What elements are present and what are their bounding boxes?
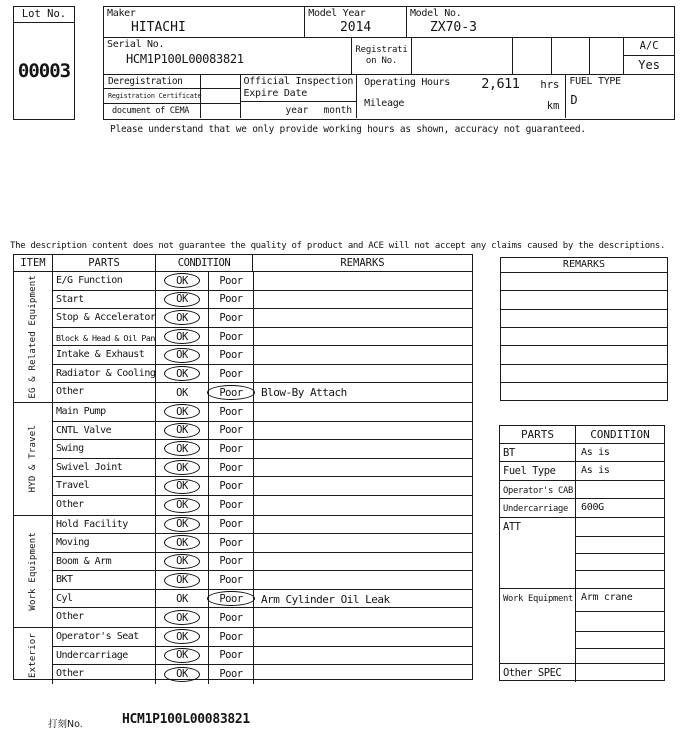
remark-cell — [253, 516, 472, 534]
condition-ok-value: OK — [164, 554, 200, 569]
condition-ok-cell — [156, 403, 208, 421]
part-name: Intake & Exhaust — [53, 346, 156, 364]
condition-ok-value: OK — [164, 348, 200, 363]
spec-part-name: Fuel Type — [500, 462, 576, 479]
condition-poor-cell — [208, 647, 253, 665]
part-name: BKT — [53, 571, 156, 589]
condition-poor-cell — [208, 309, 253, 327]
spec-header-parts: PARTS — [500, 426, 576, 443]
empty-cell-1 — [513, 38, 553, 74]
part-name: Travel — [53, 477, 156, 495]
part-name: Other — [53, 665, 156, 684]
condition-poor-cell — [208, 608, 253, 627]
inspection-row — [53, 516, 472, 535]
condition-ok-cell — [156, 422, 208, 440]
inspection-row — [53, 383, 472, 402]
condition-poor-cell — [208, 272, 253, 290]
spec-part-name: Work Equipment — [500, 589, 576, 663]
condition-poor-cell — [208, 516, 253, 534]
condition-ok-value: OK — [164, 366, 200, 381]
remark-cell — [253, 571, 472, 589]
form-row-3 — [104, 75, 674, 118]
lot-box — [13, 6, 75, 120]
inspection-row — [53, 422, 472, 441]
remark-cell — [253, 608, 472, 627]
remarks-row — [501, 365, 667, 383]
condition-ok-cell — [156, 272, 208, 290]
ac-label: A/C — [624, 38, 674, 56]
condition-ok-cell — [156, 665, 208, 684]
condition-poor-value: Poor — [219, 668, 243, 681]
remark-cell — [253, 272, 472, 290]
condition-poor-cell — [208, 496, 253, 515]
spec-table-header — [500, 426, 664, 444]
condition-poor-cell — [208, 328, 253, 346]
spec-part-name: ATT — [500, 518, 576, 588]
condition-poor-cell — [208, 403, 253, 421]
condition-poor-value: Poor — [219, 555, 243, 568]
inspection-date-row — [241, 101, 357, 117]
remark-cell — [253, 665, 472, 684]
mileage-unit: km — [546, 100, 560, 112]
registration-certificate-row — [104, 89, 240, 103]
inspection-row — [53, 534, 472, 553]
spec-part-name: Operator's CAB — [500, 481, 576, 498]
item-group-label: EG & Related Equipment — [28, 275, 38, 399]
serial-no-value: HCM1P100L00083821 — [126, 52, 244, 66]
empty-cell-3 — [590, 38, 624, 74]
spec-condition-value — [576, 537, 664, 554]
inspection-table — [13, 254, 473, 680]
condition-ok-cell — [156, 383, 208, 402]
inspection-row — [53, 328, 472, 347]
spec-table — [499, 425, 665, 681]
deregistration-label: Deregistration — [104, 75, 201, 88]
part-name: CNTL Valve — [53, 422, 156, 440]
remark-cell — [253, 422, 472, 440]
remark-cell — [253, 496, 472, 515]
condition-poor-cell — [208, 291, 253, 309]
condition-ok-value: OK — [164, 423, 200, 438]
mileage-label: Mileage — [364, 98, 405, 109]
condition-poor-cell — [208, 590, 253, 608]
condition-poor-value: Poor — [219, 518, 243, 531]
condition-poor-value: Poor — [219, 311, 243, 324]
condition-poor-cell — [208, 665, 253, 684]
condition-ok-cell — [156, 459, 208, 477]
condition-ok-value: OK — [164, 517, 200, 532]
condition-ok-cell — [156, 647, 208, 665]
condition-ok-value: OK — [164, 610, 200, 625]
part-name: Other — [53, 608, 156, 627]
condition-ok-cell — [156, 534, 208, 552]
form-row-1 — [104, 7, 674, 38]
remark-cell — [253, 346, 472, 364]
spec-row — [500, 462, 664, 480]
fuel-type-label: FUEL TYPE — [569, 76, 621, 87]
inspection-rows — [53, 403, 472, 514]
inspection-section — [14, 515, 472, 627]
part-name: Radiator & Cooling — [53, 365, 156, 383]
ac-value: Yes — [638, 58, 660, 72]
inspection-row — [53, 553, 472, 572]
maker-label: Maker — [107, 8, 136, 19]
spec-row — [500, 664, 664, 682]
part-name: Operator's Seat — [53, 628, 156, 646]
spec-condition-value — [576, 612, 664, 632]
condition-ok-value: OK — [164, 329, 200, 344]
spec-part-name: Other SPEC — [500, 664, 576, 682]
mileage-row — [357, 96, 565, 117]
empty-cell-2 — [552, 38, 590, 74]
inspection-row — [53, 459, 472, 478]
spec-part-name: Undercarriage — [500, 499, 576, 516]
condition-poor-value: Poor — [219, 649, 243, 662]
condition-poor-cell — [208, 477, 253, 495]
document-of-cema-row — [104, 104, 240, 118]
condition-poor-value: Poor — [219, 330, 243, 343]
spec-block — [500, 518, 664, 589]
condition-poor-cell — [208, 459, 253, 477]
lot-value: 00003 — [17, 59, 71, 82]
inspection-section — [14, 627, 472, 684]
registration-no-label: Registration No. — [355, 45, 408, 66]
condition-poor-cell — [208, 383, 253, 402]
inspection-row — [53, 365, 472, 384]
spec-condition-value — [576, 664, 664, 682]
vehicle-info-form — [103, 6, 675, 120]
deregistration-row — [104, 75, 240, 89]
remarks-table — [500, 257, 668, 401]
remark-cell — [253, 365, 472, 383]
condition-poor-value: Poor — [219, 536, 243, 549]
condition-ok-value: OK — [164, 441, 200, 456]
description-disclaimer: The description content does not guarantee the quality of product and ACE will not accept any claims caused by the descriptions. — [10, 241, 666, 251]
operating-hours-value: 2,611 — [481, 76, 520, 92]
spec-condition-value — [576, 649, 664, 663]
serial-no-cell — [104, 38, 352, 74]
operating-hours-row — [357, 75, 565, 96]
part-name: Other — [53, 383, 156, 402]
part-name: Moving — [53, 534, 156, 552]
spec-table-rows — [500, 444, 664, 682]
part-name: E/G Function — [53, 272, 156, 290]
item-group-label: Exterior — [28, 633, 38, 679]
spec-condition-value: Arm crane — [576, 589, 664, 613]
inspection-row — [53, 665, 472, 684]
month-label: month — [323, 105, 353, 116]
fuel-type-cell — [566, 75, 674, 118]
condition-ok-value: OK — [164, 404, 200, 419]
remark-cell — [253, 553, 472, 571]
spec-condition-value — [576, 554, 664, 571]
inspection-table-body — [14, 272, 472, 684]
spec-header-condition: CONDITION — [590, 428, 650, 441]
inspection-row — [53, 571, 472, 590]
header-parts: PARTS — [53, 255, 156, 271]
condition-ok-value: OK — [164, 629, 200, 644]
spec-condition-value — [576, 571, 664, 588]
item-group-cell — [14, 516, 53, 627]
condition-poor-value: Poor — [207, 385, 254, 400]
condition-poor-value: Poor — [219, 611, 243, 624]
operating-hours-label: Operating Hours — [364, 77, 450, 88]
condition-poor-value: Poor — [219, 349, 243, 362]
inspection-row — [53, 291, 472, 310]
condition-ok-value: OK — [164, 460, 200, 475]
condition-poor-value: Poor — [219, 274, 243, 287]
registration-certificate-label: Registration Certificate — [104, 89, 201, 102]
ac-cell — [624, 38, 674, 74]
remark-cell — [253, 309, 472, 327]
condition-ok-cell — [156, 516, 208, 534]
condition-ok-value: OK — [164, 648, 200, 663]
registration-certificate-checkbox — [201, 89, 240, 102]
condition-ok-value: OK — [176, 386, 188, 399]
spec-condition-value — [576, 518, 664, 538]
remark-cell: Arm Cylinder Oil Leak — [253, 590, 472, 608]
condition-poor-cell — [208, 628, 253, 646]
remarks-table-header: REMARKS — [501, 258, 667, 273]
official-inspection-cell — [241, 75, 358, 118]
remark-cell — [253, 403, 472, 421]
condition-poor-value: Poor — [219, 424, 243, 437]
remark-cell — [253, 459, 472, 477]
remark-cell — [253, 440, 472, 458]
model-year-cell — [305, 7, 407, 37]
part-name: Boom & Arm — [53, 553, 156, 571]
spec-row — [500, 444, 664, 462]
condition-ok-cell — [156, 571, 208, 589]
condition-poor-value: Poor — [219, 574, 243, 587]
inspection-rows — [53, 516, 472, 627]
item-group-label: Work Equipment — [28, 531, 38, 611]
serial-no-label: Serial No. — [107, 39, 165, 50]
remarks-row — [501, 291, 667, 309]
registration-no-value-cell — [412, 38, 513, 74]
deregistration-checkbox — [201, 75, 240, 88]
spec-condition-rows — [576, 518, 664, 588]
part-name: Cyl — [53, 590, 156, 608]
condition-ok-cell — [156, 346, 208, 364]
condition-ok-cell — [156, 608, 208, 627]
inspection-row — [53, 346, 472, 365]
inspection-row — [53, 477, 472, 496]
condition-poor-cell — [208, 534, 253, 552]
item-group-label: HYD & Travel — [28, 425, 38, 493]
condition-ok-cell — [156, 496, 208, 515]
form-row-2 — [104, 38, 674, 75]
part-name: Other — [53, 496, 156, 515]
spec-part-name: BT — [500, 444, 576, 461]
model-no-cell — [407, 7, 674, 37]
condition-ok-cell — [156, 328, 208, 346]
part-name: Main Pump — [53, 403, 156, 421]
header-remarks: REMARKS — [340, 257, 385, 269]
model-year-label: Model Year — [308, 8, 366, 19]
inspection-row — [53, 647, 472, 666]
condition-ok-cell — [156, 291, 208, 309]
inspection-row — [53, 440, 472, 459]
inspection-row — [53, 403, 472, 422]
condition-ok-cell — [156, 477, 208, 495]
part-name: Hold Facility — [53, 516, 156, 534]
condition-poor-value: Poor — [219, 293, 243, 306]
condition-poor-cell — [208, 440, 253, 458]
remark-cell: Blow-By Attach — [253, 383, 472, 402]
remarks-row — [501, 328, 667, 346]
condition-ok-cell — [156, 590, 208, 608]
spec-condition-value: 600G — [581, 502, 604, 514]
condition-poor-value: Poor — [219, 630, 243, 643]
spec-row — [500, 499, 664, 517]
condition-ok-cell — [156, 309, 208, 327]
condition-poor-value: Poor — [219, 367, 243, 380]
stamp-no-label: 打刻No. — [48, 719, 83, 730]
header-item: ITEM — [14, 255, 53, 271]
remark-cell — [253, 291, 472, 309]
inspection-rows — [53, 628, 472, 684]
inspection-row — [53, 309, 472, 328]
spec-condition-rows — [576, 589, 664, 663]
condition-ok-value: OK — [164, 498, 200, 513]
condition-ok-value: OK — [164, 292, 200, 307]
lot-label: Lot No. — [14, 7, 74, 23]
remarks-row — [501, 310, 667, 328]
item-group-cell — [14, 272, 53, 402]
item-group-cell — [14, 403, 53, 514]
condition-ok-cell — [156, 440, 208, 458]
item-group-cell — [14, 628, 53, 684]
part-name: Undercarriage — [53, 647, 156, 665]
condition-ok-value: OK — [164, 535, 200, 550]
registration-no-cell — [352, 38, 412, 74]
condition-poor-cell — [208, 422, 253, 440]
inspection-section — [14, 272, 472, 402]
year-label: year — [285, 105, 309, 116]
spec-condition-value — [576, 481, 664, 498]
condition-ok-value: OK — [164, 479, 200, 494]
documents-subtable — [104, 75, 241, 118]
spec-row — [500, 481, 664, 499]
condition-poor-value: Poor — [207, 591, 254, 606]
spec-condition-value: As is — [581, 447, 610, 458]
inspection-rows — [53, 272, 472, 402]
inspection-row — [53, 272, 472, 291]
spec-condition-value: As is — [581, 465, 610, 477]
spec-condition-value — [576, 632, 664, 649]
remarks-table-rows — [501, 273, 667, 401]
inspection-row — [53, 496, 472, 515]
document-of-cema-label: document of CEMA — [104, 104, 201, 118]
header-condition: CONDITION — [156, 255, 253, 271]
condition-poor-value: Poor — [219, 461, 243, 474]
remarks-row — [501, 383, 667, 401]
working-hours-disclaimer: Please understand that we only provide working hours as shown, accuracy not guaranteed. — [110, 124, 586, 135]
hours-unit: hrs — [540, 79, 560, 91]
condition-ok-value: OK — [176, 592, 188, 605]
official-inspection-label: Official Inspection Expire Date — [243, 76, 354, 99]
condition-poor-cell — [208, 571, 253, 589]
part-name: Start — [53, 291, 156, 309]
operating-hours-cell — [357, 75, 566, 118]
remarks-row — [501, 273, 667, 291]
inspection-row — [53, 608, 472, 627]
remark-cell — [253, 647, 472, 665]
remark-cell — [253, 534, 472, 552]
remarks-row — [501, 346, 667, 364]
stamp-no-value: HCM1P100L00083821 — [122, 712, 250, 727]
maker-cell — [104, 7, 305, 37]
model-no-value: ZX70-3 — [429, 20, 477, 35]
condition-poor-value: Poor — [219, 405, 243, 418]
condition-poor-value: Poor — [219, 499, 243, 512]
condition-poor-cell — [208, 365, 253, 383]
inspection-table-header — [14, 255, 472, 272]
remark-cell — [253, 328, 472, 346]
condition-poor-value: Poor — [219, 480, 243, 493]
condition-ok-value: OK — [164, 273, 200, 288]
condition-ok-value: OK — [164, 667, 200, 682]
part-name: Swivel Joint — [53, 459, 156, 477]
condition-poor-cell — [208, 346, 253, 364]
condition-ok-cell — [156, 628, 208, 646]
model-no-label: Model No. — [409, 8, 462, 19]
part-name: Block & Head & Oil Pan — [53, 328, 156, 346]
remark-cell — [253, 628, 472, 646]
condition-ok-cell — [156, 553, 208, 571]
model-year-value: 2014 — [339, 20, 372, 35]
part-name: Swing — [53, 440, 156, 458]
inspection-row — [53, 628, 472, 647]
condition-poor-cell — [208, 553, 253, 571]
condition-ok-value: OK — [164, 573, 200, 588]
fuel-type-value: D — [570, 93, 578, 107]
condition-poor-value: Poor — [219, 442, 243, 455]
spec-block — [500, 589, 664, 664]
maker-value: HITACHI — [131, 20, 186, 35]
remark-cell — [253, 477, 472, 495]
inspection-section — [14, 402, 472, 514]
condition-ok-cell — [156, 365, 208, 383]
condition-ok-value: OK — [164, 310, 200, 325]
inspection-row — [53, 590, 472, 609]
part-name: Stop & Accelerator — [53, 309, 156, 327]
document-of-cema-checkbox — [201, 104, 240, 118]
